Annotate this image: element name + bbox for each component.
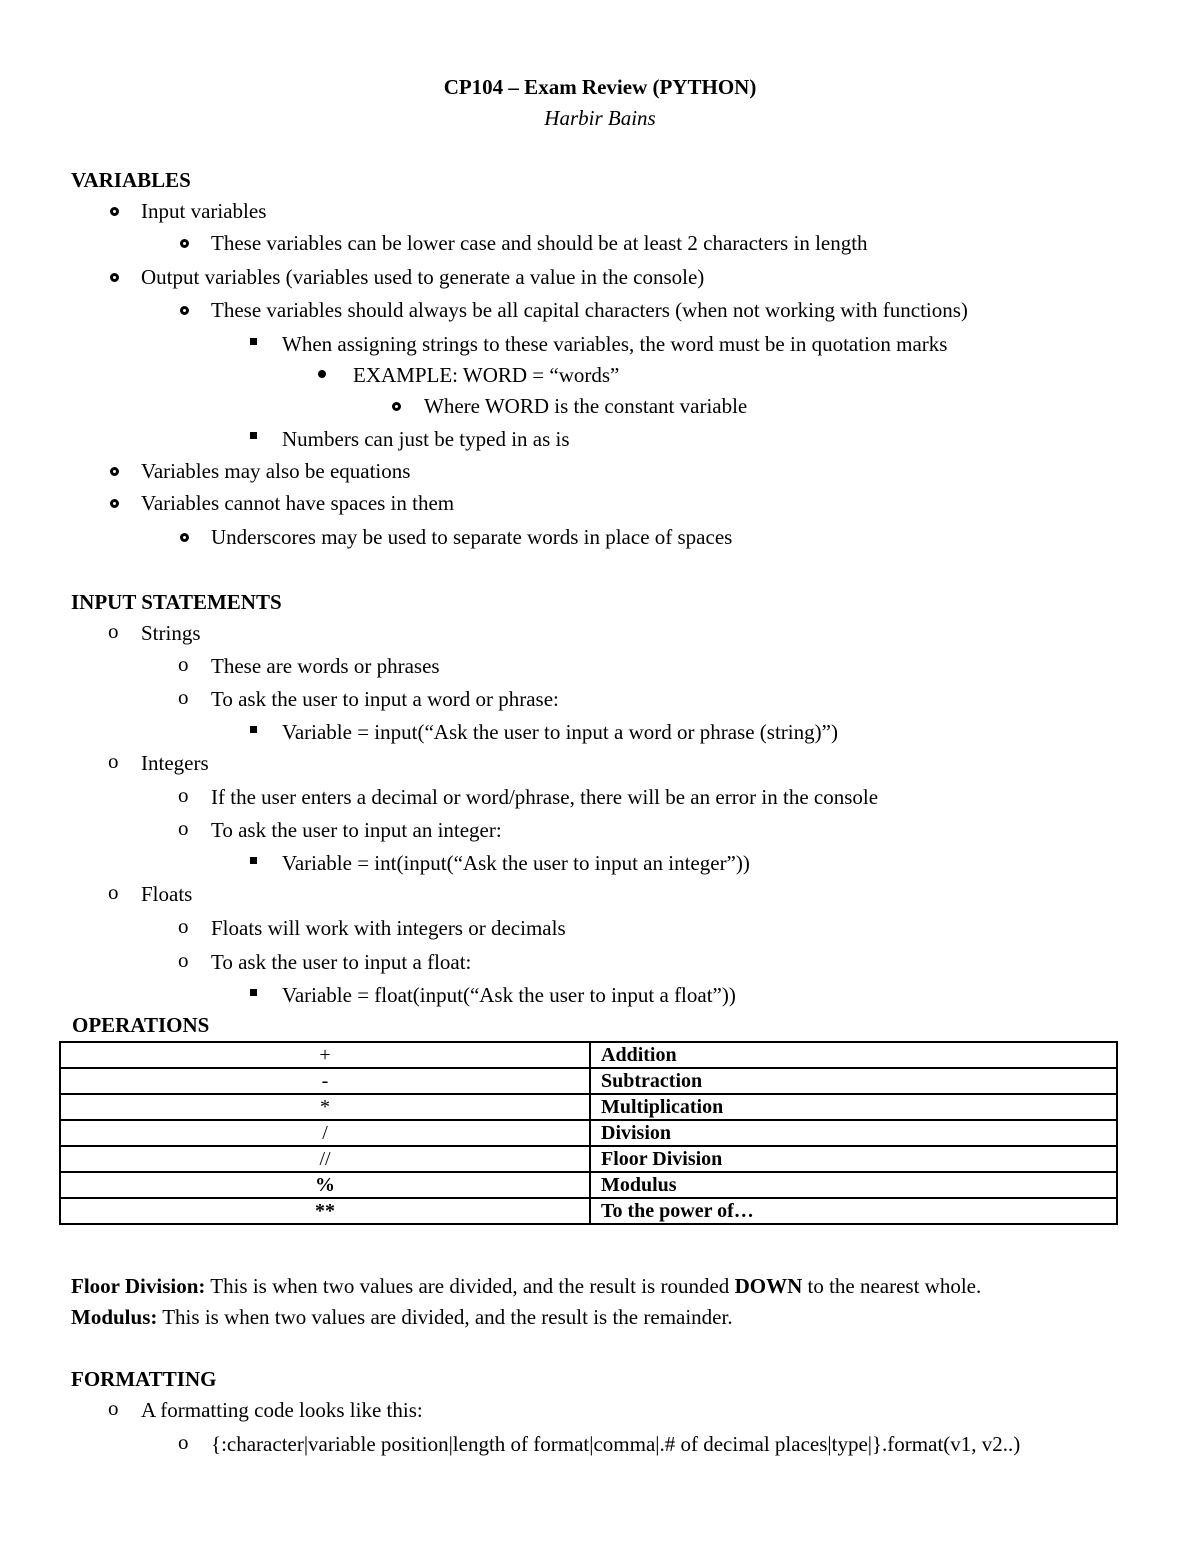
definition-text: to the nearest whole. xyxy=(802,1274,982,1298)
operator-symbol: ** xyxy=(60,1198,590,1224)
bullet-ring-icon xyxy=(180,306,189,315)
page-title: CP104 – Exam Review (PYTHON) xyxy=(443,75,757,99)
list-item: To ask the user to input a word or phrase: xyxy=(211,687,559,711)
author-name: Harbir Bains xyxy=(544,106,656,130)
bullet-o-icon: o xyxy=(178,1430,189,1454)
table-row xyxy=(60,1042,1117,1068)
operator-symbol: * xyxy=(60,1094,590,1120)
bullet-o-icon: o xyxy=(178,816,189,840)
operator-name: To the power of… xyxy=(590,1198,1117,1224)
bullet-square-icon xyxy=(250,432,257,439)
list-item: When assigning strings to these variables, the word must be in quotation marks xyxy=(282,332,948,356)
bullet-square-icon xyxy=(250,857,257,864)
bullet-square-icon xyxy=(250,338,257,345)
list-item: These variables can be lower case and should be at least 2 characters in length xyxy=(211,231,868,255)
bullet-ring-icon xyxy=(392,402,401,411)
formatting-heading: FORMATTING xyxy=(71,1367,217,1391)
list-item: EXAMPLE: WORD = “words” xyxy=(353,363,620,387)
list-item: Where WORD is the constant variable xyxy=(424,394,748,418)
operator-symbol: % xyxy=(60,1172,590,1198)
operator-name: Subtraction xyxy=(590,1068,1117,1094)
list-item: Output variables (variables used to generate a value in the console) xyxy=(141,265,705,289)
bullet-o-icon: o xyxy=(178,652,189,676)
table-row xyxy=(60,1146,1117,1172)
list-item: A formatting code looks like this: xyxy=(141,1398,423,1422)
bullet-o-icon: o xyxy=(178,948,189,972)
list-item: Integers xyxy=(141,751,209,775)
list-item: Variable = input(“Ask the user to input a word or phrase (string)”) xyxy=(282,720,838,744)
list-item: Variables cannot have spaces in them xyxy=(141,491,455,515)
operations-table xyxy=(59,1041,1118,1225)
bullet-ring-icon xyxy=(180,533,189,542)
bullet-ring-icon xyxy=(110,273,119,282)
operator-name: Modulus xyxy=(590,1172,1117,1198)
list-item: Floats will work with integers or decimals xyxy=(211,916,566,940)
operator-symbol: // xyxy=(60,1146,590,1172)
definition-label: Floor Division: xyxy=(71,1274,206,1298)
definition-label: Modulus: xyxy=(71,1305,158,1329)
bullet-square-icon xyxy=(250,726,257,733)
definition-text: This is when two values are divided, and the result is rounded xyxy=(205,1274,735,1298)
operator-name: Division xyxy=(590,1120,1117,1146)
bullet-ring-icon xyxy=(180,239,189,248)
bullet-o-icon: o xyxy=(178,914,189,938)
bullet-square-icon xyxy=(250,989,257,996)
bullet-ring-icon xyxy=(110,499,119,508)
input-statements-heading: INPUT STATEMENTS xyxy=(71,590,282,614)
list-item: If the user enters a decimal or word/phrase, there will be an error in the console xyxy=(211,785,879,809)
list-item: Variables may also be equations xyxy=(141,459,411,483)
list-item: Floats xyxy=(141,882,193,906)
operator-symbol: - xyxy=(60,1068,590,1094)
list-item: To ask the user to input a float: xyxy=(211,950,472,974)
bullet-o-icon: o xyxy=(178,783,189,807)
list-item: These variables should always be all capital characters (when not working with functions) xyxy=(211,298,968,322)
list-item: To ask the user to input an integer: xyxy=(211,818,502,842)
list-item: Variable = int(input(“Ask the user to input an integer”)) xyxy=(282,851,750,875)
bullet-o-icon: o xyxy=(108,1396,119,1420)
table-row xyxy=(60,1198,1117,1224)
table-row xyxy=(60,1172,1117,1198)
bullet-dot-icon xyxy=(318,370,326,378)
list-item: Input variables xyxy=(141,199,267,223)
definition-emphasis: DOWN xyxy=(734,1274,803,1298)
bullet-o-icon: o xyxy=(178,685,189,709)
bullet-o-icon: o xyxy=(108,749,119,773)
definition-text: This is when two values are divided, and the result is the remainder. xyxy=(157,1305,733,1329)
bullet-o-icon: o xyxy=(108,619,119,643)
table-row xyxy=(60,1094,1117,1120)
modulus-definition xyxy=(71,1307,733,1328)
operator-name: Addition xyxy=(590,1042,1117,1068)
list-item: These are words or phrases xyxy=(211,654,440,678)
list-item: Numbers can just be typed in as is xyxy=(282,427,570,451)
list-item: Variable = float(input(“Ask the user to input a float”)) xyxy=(282,983,736,1007)
operator-symbol: + xyxy=(60,1042,590,1068)
bullet-ring-icon xyxy=(110,467,119,476)
table-row xyxy=(60,1068,1117,1094)
operator-name: Floor Division xyxy=(590,1146,1117,1172)
floor-division-definition xyxy=(71,1276,981,1297)
bullet-ring-icon xyxy=(110,207,119,216)
list-item: Underscores may be used to separate words in place of spaces xyxy=(211,525,733,549)
operations-heading: OPERATIONS xyxy=(72,1013,210,1037)
table-row xyxy=(60,1120,1117,1146)
list-item: Strings xyxy=(141,621,201,645)
operator-name: Multiplication xyxy=(590,1094,1117,1120)
list-item: {:character|variable position|length of format|comma|.# of decimal places|type|}.format(v1, v2..) xyxy=(211,1432,1021,1456)
bullet-o-icon: o xyxy=(108,880,119,904)
variables-heading: VARIABLES xyxy=(71,168,191,192)
operator-symbol: / xyxy=(60,1120,590,1146)
